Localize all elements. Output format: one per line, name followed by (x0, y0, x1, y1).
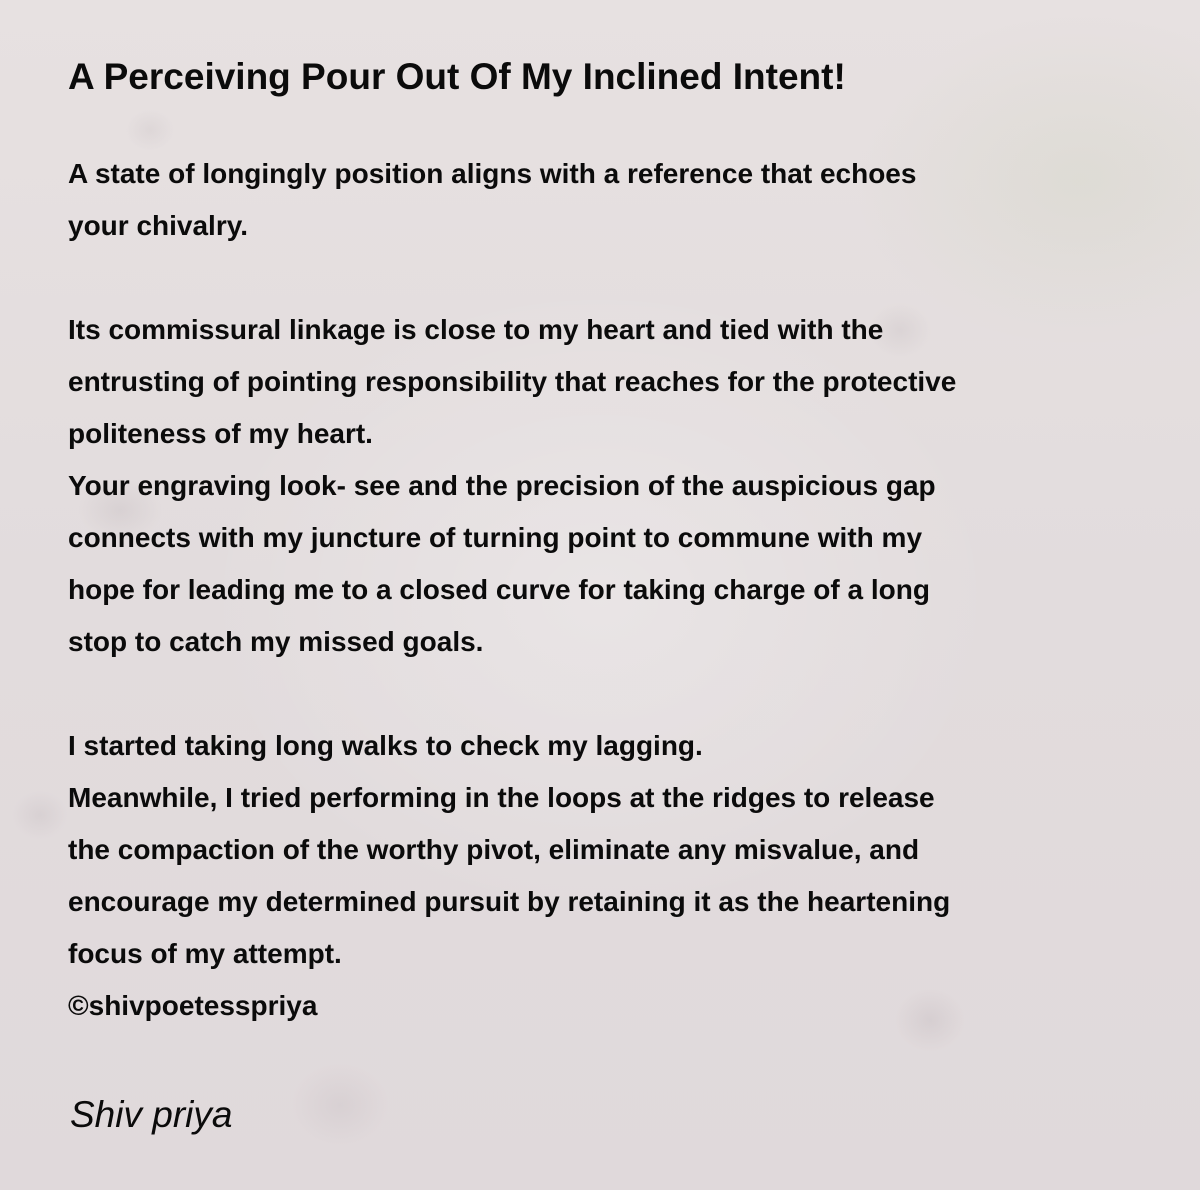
stanza-2 (68, 304, 1148, 668)
stanza-3 (68, 720, 1148, 1032)
poem-line: hope for leading me to a closed curve for taking charge of a long (68, 574, 930, 605)
poem-line: focus of my attempt. (68, 938, 342, 969)
stanza-1 (68, 148, 1148, 252)
copyright-line: ©shivpoetesspriya (68, 990, 318, 1021)
poem-line: A state of longingly position aligns with a reference that echoes (68, 158, 917, 189)
poem-line: Your engraving look- see and the precision of the auspicious gap (68, 470, 936, 501)
poem-line: Meanwhile, I tried performing in the loops at the ridges to release (68, 782, 935, 813)
poem-line: the compaction of the worthy pivot, eliminate any misvalue, and (68, 834, 920, 865)
poem-line: politeness of my heart. (68, 418, 373, 449)
poem-line: encourage my determined pursuit by retaining it as the heartening (68, 886, 951, 917)
poem-line: connects with my juncture of turning point to commune with my (68, 522, 923, 553)
poem-line: I started taking long walks to check my lagging. (68, 730, 703, 761)
poem-title: A Perceiving Pour Out Of My Inclined Intent! (68, 56, 846, 97)
poem-line: your chivalry. (68, 210, 249, 241)
poem-line: entrusting of pointing responsibility that reaches for the protective (68, 366, 957, 397)
author-name: Shiv priya (70, 1094, 233, 1135)
poem-line: Its commissural linkage is close to my heart and tied with the (68, 314, 884, 345)
poem-body (68, 148, 1148, 1032)
poem-line: stop to catch my missed goals. (68, 626, 484, 657)
poem (68, 54, 1148, 1032)
